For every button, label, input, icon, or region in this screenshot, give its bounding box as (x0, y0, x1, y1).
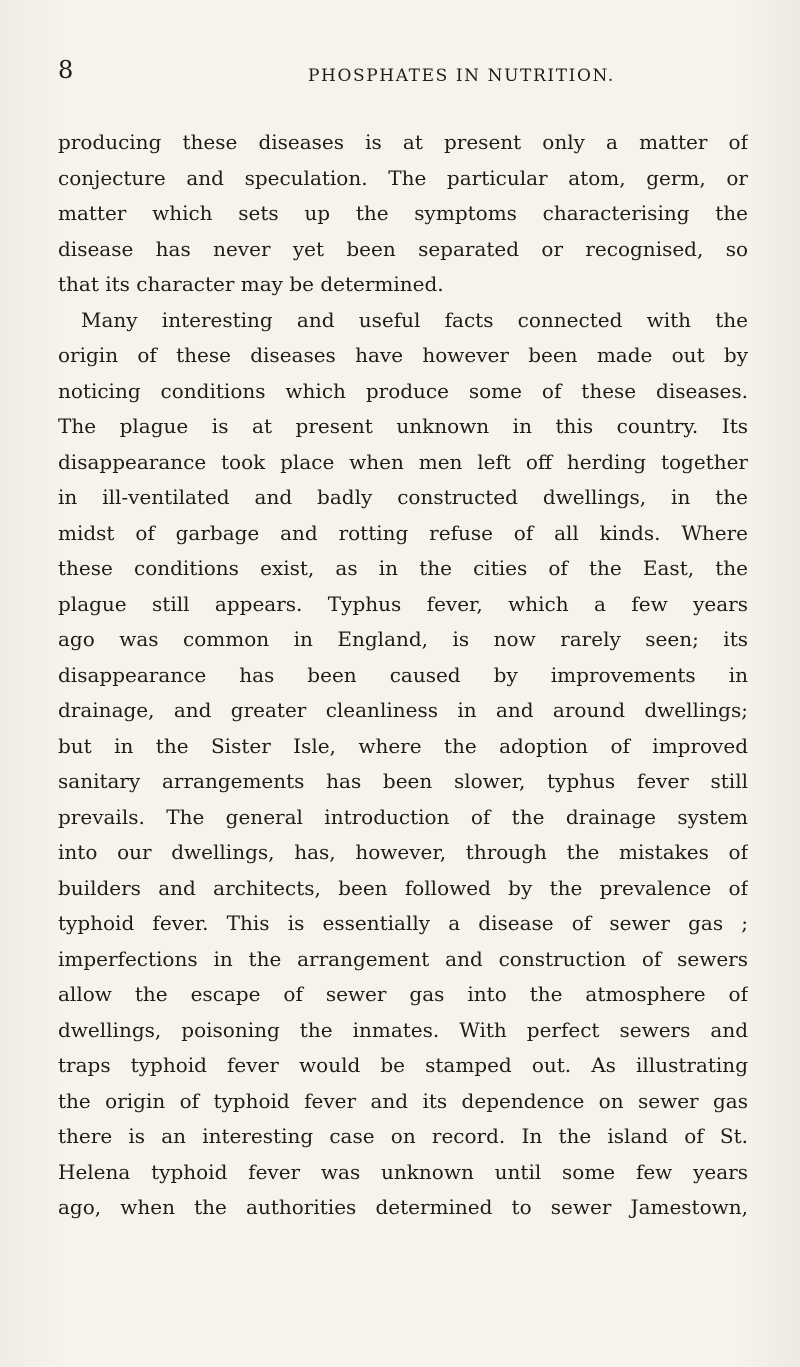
text-line: Helena typhoid fever was unknown until some few years (58, 1159, 748, 1184)
paragraph-start-line: Many interesting and useful facts connected with the (81, 307, 748, 332)
text-line: ago, when the authorities determined to sewer Jamestown, (58, 1195, 748, 1219)
text-line: disappearance has been caused by improvements in (58, 662, 748, 687)
text-line: traps typhoid fever would be stamped out. As illustrating (58, 1053, 748, 1077)
running-head: PHOSPHATES IN NUTRITION. (308, 66, 615, 86)
paragraph-end-line: that its character may be determined. (58, 272, 444, 296)
text-line: disease has never yet been separated or recognised, so (58, 236, 748, 261)
text-line: allow the escape of sewer gas into the atmosphere of (58, 982, 748, 1006)
text-line: conjecture and speculation. The particular atom, germ, or (58, 165, 748, 190)
text-line: The plague is at present unknown in this country. Its (58, 414, 748, 438)
text-line: producing these diseases is at present only a matter of (58, 130, 748, 154)
page-number: 8 (58, 56, 74, 84)
text-line: plague still appears. Typhus fever, which a few years (58, 591, 748, 616)
text-line: the origin of typhoid fever and its dependence on sewer gas (58, 1088, 748, 1113)
text-line: typhoid fever. This is essentially a disease of sewer gas ; (58, 911, 748, 935)
text-line: prevails. The general introduction of the drainage system (58, 804, 748, 829)
text-line: dwellings, poisoning the inmates. With perfect sewers and (58, 1017, 748, 1042)
text-line: disappearance took place when men left off herding together (58, 449, 748, 474)
text-line: imperfections in the arrangement and construction of sewers (58, 946, 748, 971)
text-line: sanitary arrangements has been slower, typhus fever still (58, 769, 748, 793)
text-line: but in the Sister Isle, where the adoption of improved (58, 733, 748, 758)
body-text (58, 125, 748, 1226)
page-header (58, 56, 750, 100)
text-line: these conditions exist, as in the cities of the East, the (58, 556, 748, 580)
text-line: drainage, and greater cleanliness in and around dwellings; (58, 698, 748, 722)
text-line: noticing conditions which produce some of these diseases. (58, 378, 748, 403)
text-line: origin of these diseases have however been made out by (58, 343, 748, 367)
text-line: matter which sets up the symptoms characterising the (58, 201, 748, 225)
text-line: into our dwellings, has, however, through the mistakes of (58, 840, 748, 864)
text-line: there is an interesting case on record. In the island of St. (58, 1124, 748, 1148)
text-line: in ill-ventilated and badly constructed dwellings, in the (58, 485, 748, 509)
text-line: builders and architects, been followed by the prevalence of (58, 875, 748, 900)
text-line: midst of garbage and rotting refuse of all kinds. Where (58, 520, 748, 545)
text-line: ago was common in England, is now rarely seen; its (58, 627, 748, 651)
